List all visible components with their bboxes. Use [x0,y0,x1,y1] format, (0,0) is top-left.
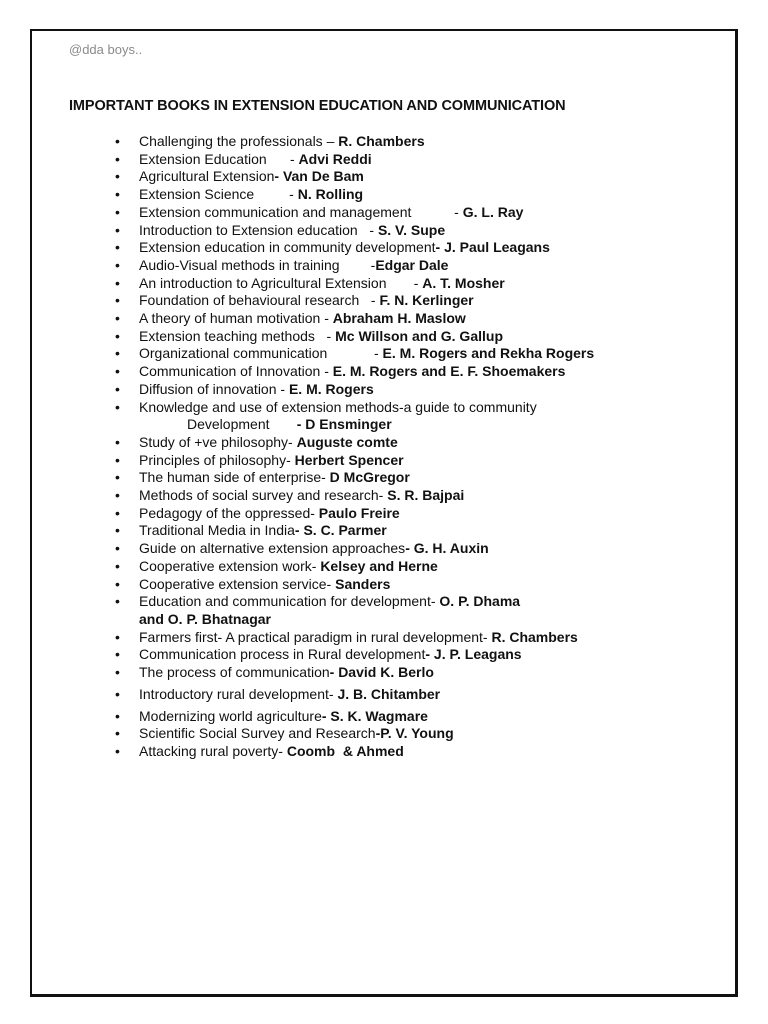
book-author: A. T. Mosher [422,274,505,291]
book-author: E. M. Rogers and E. F. Shoemakers [332,363,566,380]
book-author: Kelsey and Herne [320,557,438,574]
book-title: Guide on alternative extension approaches [139,540,406,557]
book-author-continued: and O. P. Bhatnagar [139,610,271,627]
book-author: S. R. Bajpai [387,487,465,504]
book-title: The process of communication [139,664,330,681]
list-item [112,646,712,664]
book-title: Knowledge and use of extension methods-a guide to community [139,398,537,415]
book-author: -P. V. Young [375,725,454,742]
book-author: - David K. Berlo [329,664,434,681]
book-title: Extension Education - [139,150,299,167]
book-author: N. Rolling [297,186,364,203]
list-item [112,239,712,257]
book-author: Mc Willson and G. Gallup [335,327,503,344]
book-title: Principles of philosophy- [139,451,295,468]
book-title: Extension Science - [139,186,298,203]
book-author: Advi Reddi [298,150,372,167]
book-author: Edgar Dale [375,256,449,273]
book-title: An introduction to Agricultural Extension - [139,274,423,291]
book-title: Methods of social survey and research- [139,487,388,504]
list-item [112,222,712,240]
book-author: - G. H. Auxin [405,540,489,557]
list-item [112,664,712,682]
list-item [112,593,712,628]
book-title: Cooperative extension work- [139,557,321,574]
book-title: Extension teaching methods - [139,327,336,344]
list-item [112,275,712,293]
list-item [112,686,712,704]
list-item [112,540,712,558]
book-author: F. N. Kerlinger [379,292,474,309]
list-item [112,558,712,576]
book-title-continued: Development [187,416,270,433]
book-author: Sanders [335,575,391,592]
book-title: Farmers first- A practical paradigm in rural development- [139,628,492,645]
list-item [112,629,712,647]
book-author: - D Ensminger [296,416,392,433]
book-author: E. M. Rogers [288,380,374,397]
book-title: Scientific Social Survey and Research [139,725,376,742]
list-item [112,204,712,222]
list-item [112,487,712,505]
list-item [112,576,712,594]
list-item [112,434,712,452]
book-title: Traditional Media in India [139,522,295,539]
list-item [112,151,712,169]
book-list [112,133,712,761]
book-author: D McGregor [329,469,410,486]
book-title: Communication of Innovation - [139,363,333,380]
book-title: Pedagogy of the oppressed- [139,504,319,521]
book-author: - J. P. Leagans [425,646,522,663]
book-title: Communication process in Rural development [139,646,426,663]
book-author: R. Chambers [491,628,578,645]
book-author: Abraham H. Maslow [332,310,466,327]
book-title: Organizational communication - [139,345,383,362]
book-author: E. M. Rogers and Rekha Rogers [382,345,595,362]
list-item [112,168,712,186]
page-title: IMPORTANT BOOKS IN EXTENSION EDUCATION AND COMMUNICATION [69,98,566,114]
book-title: Attacking rural poverty- [139,742,287,759]
book-title: Study of +ve philosophy- [139,433,297,450]
book-author: S. V. Supe [377,221,446,238]
book-title: A theory of human motivation - [139,310,333,327]
list-item [112,505,712,523]
book-author: Coomb & Ahmed [286,742,404,759]
book-author: J. B. Chitamber [337,685,441,702]
list-item [112,725,712,743]
book-title: Audio-Visual methods in training - [139,256,376,273]
list-item [112,363,712,381]
book-title: Modernizing world agriculture [139,707,322,724]
watermark: @dda boys.. [69,42,143,57]
list-item [112,522,712,540]
book-title: Foundation of behavioural research - [139,292,380,309]
book-title: Introduction to Extension education - [139,221,378,238]
book-title: Extension education in community development [139,239,436,256]
list-item [112,743,712,761]
list-item [112,345,712,363]
book-title: Introductory rural development- [139,685,338,702]
book-author: - S. C. Parmer [294,522,387,539]
book-title: Diffusion of innovation - [139,380,289,397]
list-item [112,328,712,346]
list-item [112,708,712,726]
list-item [112,469,712,487]
book-title: Education and communication for development- [139,593,440,610]
book-author: G. L. Ray [462,203,524,220]
list-item [112,452,712,470]
book-author: Paulo Freire [318,504,400,521]
list-item [112,310,712,328]
book-title: Agricultural Extension [139,168,275,185]
list-item [112,186,712,204]
book-author: - S. K. Wagmare [321,707,428,724]
book-title: Cooperative extension service- [139,575,336,592]
list-item [112,399,712,434]
book-title: Challenging the professionals – [139,133,339,149]
list-item [112,133,712,151]
book-title: The human side of enterprise- [139,469,330,486]
book-author: - Van De Bam [274,168,364,185]
book-author: Herbert Spencer [294,451,404,468]
list-item [112,381,712,399]
book-author: - J. Paul Leagans [435,239,550,256]
book-author: R. Chambers [338,133,425,149]
book-title: Extension communication and management - [139,203,463,220]
book-author: O. P. Dhama [439,593,521,610]
list-item [112,257,712,275]
list-item [112,292,712,310]
book-author: Auguste comte [296,433,398,450]
